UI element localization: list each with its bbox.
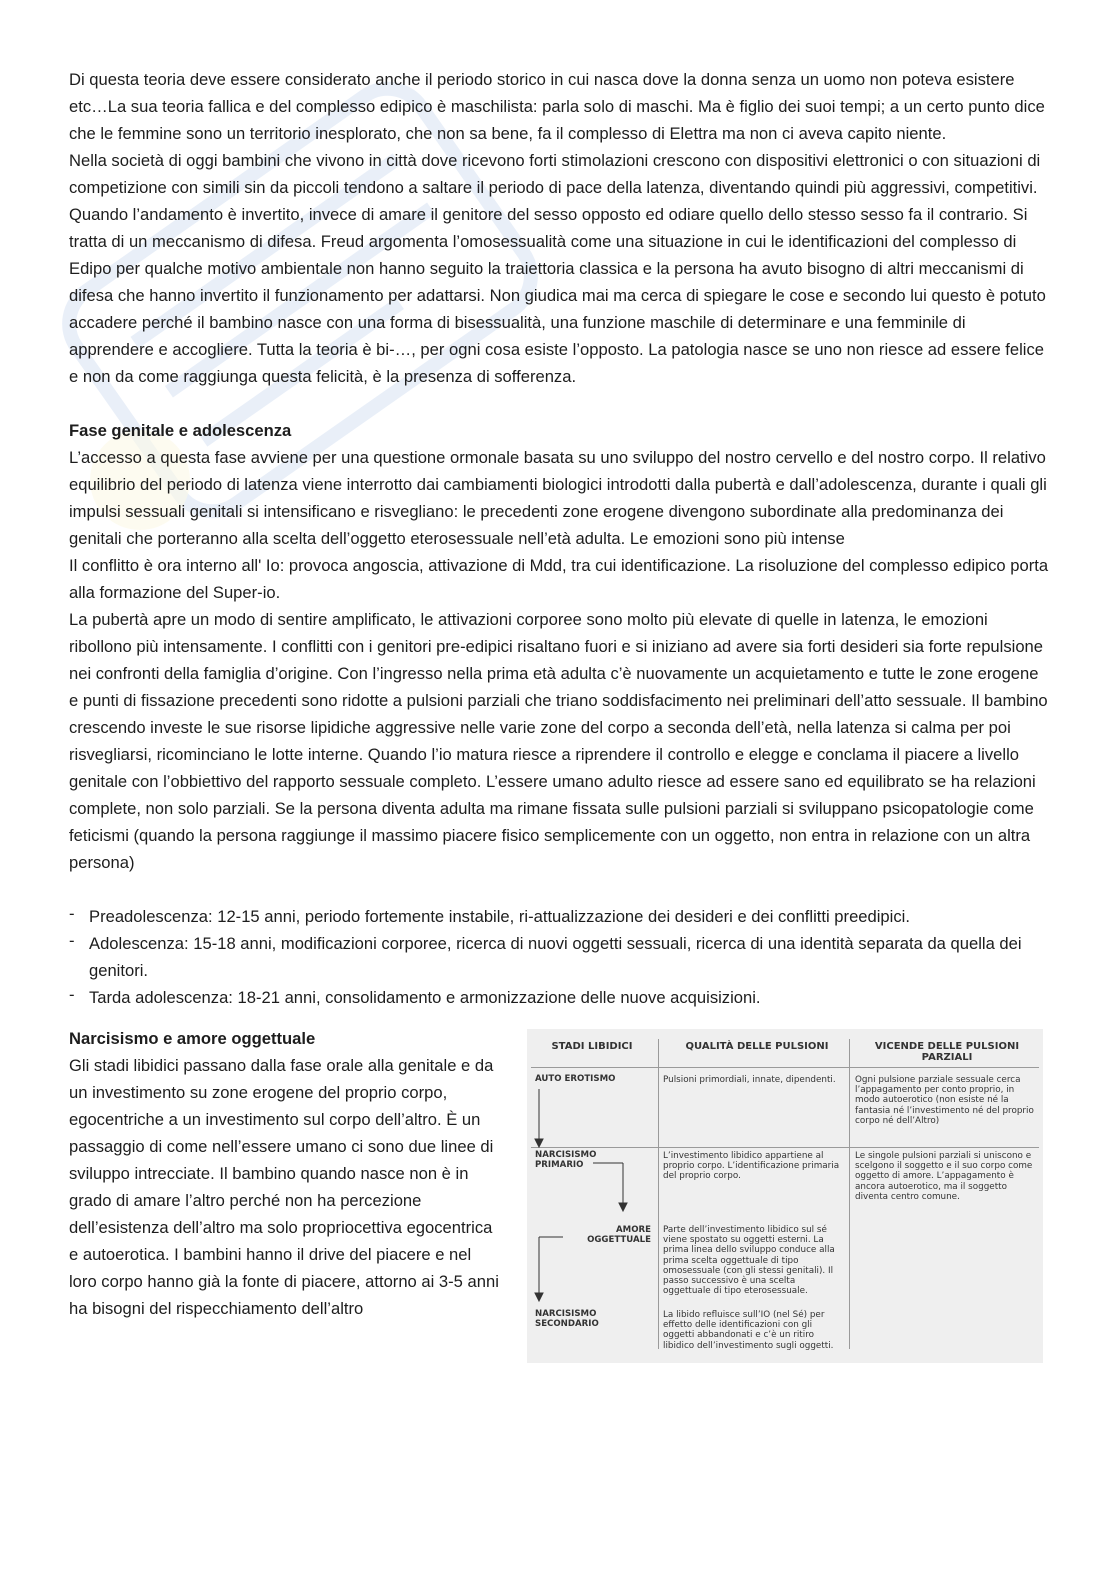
age-stage-list [69,903,1049,1011]
libidinal-stages-table [527,1029,1043,1363]
table-cell: Pulsioni primordiali, innate, dipendenti. [663,1075,836,1085]
table-cell: L’investimento libidico appartiene al proprio corpo. L’identificazione primaria del proprio corpo. [663,1151,840,1182]
section-heading: Narcisismo e amore oggettuale [69,1029,316,1048]
column-header: STADI LIBIDICI [551,1041,633,1052]
paragraph: Il conflitto è ora interno all' Io: provoca angoscia, attivazione di Mdd, tra cui identificazione. La risoluzione del complesso edipico porta alla formazione del Super-io. [69,556,1049,602]
table-cell: Parte dell’investimento libidico sul sé viene spostato su oggetti esterni. La prima linea dello sviluppo conduce alla prima scelta oggettuale di tipo omosessuale (con gli stessi genitali). Il passo successivo è una scelta oggettuale di tipo eterosessuale. [663,1225,835,1297]
document-page [69,66,1049,1363]
paragraph: Di questa teoria deve essere considerato anche il periodo storico in cui nasca dove la donna senza un uomo non poteva esistere etc…La sua teoria fallica e del complesso edipico è maschilista: parla solo di maschi. Ma è figlio dei suoi tempi; a un certo punto dice che le femmine sono un territorio inesplorato, che non sa bene, fa il complesso di Elettra ma non ci aveva capito niente. [69,70,1045,143]
paragraph: Nella società di oggi bambini che vivono in città dove ricevono forti stimolazioni crescono con dispositivi elettronici o con situazioni di competizione con simili sin da piccoli tendono a saltare il periodo di pace della latenza, diventando quindi più aggressivi, competitivi. [69,151,1041,197]
stage-flow-arrows [527,1029,659,1363]
paragraph: Quando l’andamento è invertito, invece di amare il genitore del sesso opposto ed odiare quello dello stesso sesso fa il contrario. Si tratta di un meccanismo di difesa. Freud argomenta l’omosessualità come una situazione in cui le identificazioni del complesso di Edipo per qualche motivo ambientale non hanno seguito la traiettoria classica e la persona ha avuto bisogno di altri meccanismi di difesa che hanno invertito il funzionamento per adattarsi. Non giudica mai ma cerca di spiegare le cose e secondo lui questo è potuto accadere perché il bambino nasce con una forma di bisessualità, una funzione maschile di determinare e una femminile di apprendere e accogliere. Tutta la teoria è bi-…, per ogni cosa esiste l’opposto. La patologia nasce se uno non riesce ad essere felice e non da come raggiunga questa felicità, è la presenza di sofferenza. [69,205,1046,386]
table-cell: Le singole pulsioni parziali si uniscono e scelgono il soggetto e il suo corpo come oggetto di amore. L’appagamento è ancora autoerotico, ma il soggetto diventa centro comune. [855,1151,1033,1202]
stage-label: AMORE OGGETTUALE [587,1225,651,1245]
section-heading: Fase genitale e adolescenza [69,421,292,440]
table-cell: La libido refluisce sull’IO (nel Sé) per effetto delle identificazioni con gli oggetti abbandonati e c’è un ritiro libidico dell’investimento sugli oggetti. [663,1310,834,1351]
stage-label: AUTO EROTISMO [535,1074,616,1084]
stage-label: NARCISISMO SECONDARIO [535,1309,599,1329]
paragraph: Gli stadi libidici passano dalla fase orale alla genitale e da un investimento su zone erogene del proprio corpo, egocentriche a un investimento sul corpo dell’altro. È un passaggio di come nell’essere umano ci sono due linee di sviluppo intrecciate. Il bambino quando nasce non è in grado di amare l’altro perché non ha percezione dell’esistenza dell’altro ma solo propriocettiva egocentrica e autoerotica. I bambini hanno il drive del piacere e nel loro corpo hanno già la fonte di piacere, attorno ai 3-5 anni ha bisogni del rispecchiamento dell’altro [69,1056,499,1318]
list-item: - Preadolescenza: 12-15 anni, periodo fortemente instabile, ri-attualizzazione dei desideri e dei conflitti preedipici. [69,903,1049,930]
list-item: - Tarda adolescenza: 18-21 anni, consolidamento e armonizzazione delle nuove acquisizioni. [69,984,1049,1011]
list-item: - Adolescenza: 15-18 anni, modificazioni corporee, ricerca di nuovi oggetti sessuali, ricerca di una identità separata da quella dei genitori. [69,930,1049,984]
paragraph: La pubertà apre un modo di sentire amplificato, le attivazioni corporee sono molto più elevate di quelle in latenza, le emozioni ribollono più intensamente. I conflitti con i genitori pre-edipici risaltano fuori e si iniziano ad avere sia forti desideri sia forte repulsione nei confronti della famiglia d’origine. Con l’ingresso nella prima età adulta c’è nuovamente un acquietamento e tutte le zone erogene e punti di fissazione precedenti sono ridotte a pulsioni parziali che triano soddisfacimento nei preliminari dell’atto sessuale. Il bambino crescendo investe le sue risorse lipidiche aggressive nelle varie zone del corpo a seconda dell’età, nella latenza si calma per poi risvegliarsi, ricominciano le lotte interne. Quando l’io matura riesce a riprendere il controllo e elegge e conclama il piacere a livello genitale con l’obbiettivo del rapporto sessuale completo. L’essere umano adulto riesce ad essere sano ed equilibrato se ha relazioni complete, non solo parziali. Se la persona diventa adulta ma rimane fissata sulle pulsioni parziali si sviluppano psicopatologie come feticismi (quando la persona raggiunge il massimo piacere fisico semplicemente con un oggetto, non entra in relazione con un altra persona) [69,610,1048,872]
column-header: VICENDE DELLE PULSIONI PARZIALI [874,1041,1020,1063]
paragraph: L’accesso a questa fase avviene per una questione ormonale basata su uno sviluppo del nostro cervello e del nostro corpo. Il relativo equilibrio del periodo di latenza viene interrotto dai cambiamenti biologici introdotti dalla pubertà e dall’adolescenza, durante i quali gli impulsi sessuali genitali si intensificano e risvegliano: le precedenti zone erogene divengono subordinate alla predominanza dei genitali che porteranno alla scelta dell’oggetto eterosessuale nell’età adulta. Le emozioni sono più intense [69,448,1047,548]
stage-label: NARCISISMO PRIMARIO [535,1150,597,1170]
table-cell: Ogni pulsione parziale sessuale cerca l’appagamento per conto proprio, in modo autoerotico (non esiste né la fantasia né l’investimento né del proprio corpo né dell’Altro) [855,1075,1034,1126]
column-divider [849,1039,850,1349]
column-header: QUALITÀ DELLE PULSIONI [685,1041,829,1052]
